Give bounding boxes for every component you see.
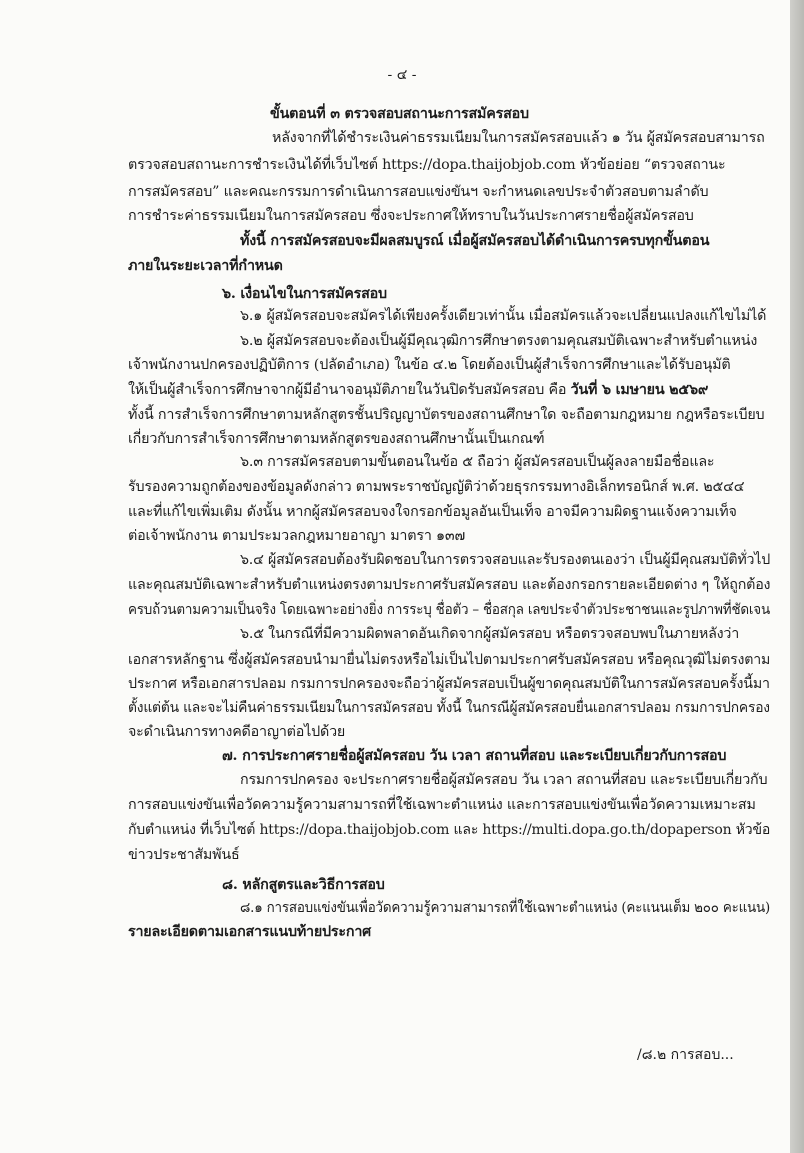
step3-paragraph-line: ตรวจสอบสถานะการชำระเงินได้ที่เว็บไซต์ https://dopa.thaijobjob.com หัวข้อย่อย “ตรวจสถานะ (128, 157, 726, 173)
step3-note-line: ภายในระยะเวลาที่กำหนด (128, 258, 283, 274)
step3-heading: ขั้นตอนที่ ๓ ตรวจสอบสถานะการสมัครสอบ (270, 106, 529, 122)
step3-paragraph-line: หลังจากที่ได้ชำระเงินค่าธรรมเนียมในการสมัครสอบแล้ว ๑ วัน ผู้สมัครสอบสามารถ (272, 130, 765, 146)
section7-line: กรมการปกครอง จะประกาศรายชื่อผู้สมัครสอบ วัน เวลา สถานที่สอบ และระเบียบเกี่ยวกับ (240, 772, 768, 788)
step3-paragraph-line: การสมัครสอบ” และคณะกรรมการดำเนินการสอบแข่งขันฯ จะกำหนดเลขประจำตัวสอบตามลำดับ (128, 184, 709, 200)
section7-heading: ๗. การประกาศรายชื่อผู้สมัครสอบ วัน เวลา สถานที่สอบ และระเบียบเกี่ยวกับการสอบ (222, 748, 727, 764)
step3-paragraph-line: การชำระค่าธรรมเนียมในการสมัครสอบ ซึ่งจะประกาศให้ทราบในวันประกาศรายชื่อผู้สมัครสอบ (128, 208, 694, 224)
section6-item2-line (128, 380, 708, 400)
section6-item5-line: ตั้งแต่ต้น และจะไม่คืนค่าธรรมเนียมในการสมัครสอบ ทั้งนี้ ในกรณีผู้สมัครสอบยื่นเอกสารปลอม กรมการปกครอง (128, 700, 770, 716)
section6-item4-line: ๖.๔ ผู้สมัครสอบต้องรับผิดชอบในการตรวจสอบและรับรองตนเองว่า เป็นผู้มีคุณสมบัติทั่วไป (240, 552, 771, 568)
section6-item2-text: ให้เป็นผู้สำเร็จการศึกษาจากผู้มีอำนาจอนุมัติภายในวันปิดรับสมัครสอบ คือ (128, 382, 567, 398)
section6-heading: ๖. เงื่อนไขในการสมัครสอบ (222, 286, 387, 302)
section6-item5-line: ประกาศ หรือเอกสารปลอม กรมการปกครองจะถือว่าผู้สมัครสอบเป็นผู้ขาดคุณสมบัติในการสมัครสอบครั้งนี้มา (128, 676, 770, 692)
section8-item1-line: ๘.๑ การสอบแข่งขันเพื่อวัดความรู้ความสามารถที่ใช้เฉพาะตำแหน่ง (คะแนนเต็ม ๒๐๐ คะแนน) (240, 900, 771, 916)
section6-item3-line: และที่แก้ไขเพิ่มเติม ดังนั้น หากผู้สมัครสอบจงใจกรอกข้อมูลอันเป็นเท็จ อาจมีความผิดฐานแจ้งความเท็จ (128, 504, 737, 520)
section6-item5-line: เอกสารหลักฐาน ซึ่งผู้สมัครสอบนำมายื่นไม่ตรงหรือไม่เป็นไปตามประกาศรับสมัครสอบ หรือคุณวุฒิไม่ตรงตาม (128, 652, 771, 668)
continuation-footer: /๘.๒ การสอบ... (637, 1047, 734, 1063)
section7-line: การสอบแข่งขันเพื่อวัดความรู้ความสามารถที่ใช้เฉพาะตำแหน่ง และการสอบแข่งขันเพื่อวัดความเหมาะสม (128, 797, 756, 813)
section6-item5-line: จะดำเนินการทางคดีอาญาต่อไปด้วย (128, 724, 346, 740)
section6-item4-line: ครบถ้วนตามความเป็นจริง โดยเฉพาะอย่างยิ่ง การระบุ ชื่อตัว – ชื่อสกุล เลขประจำตัวประชาชนและรูปภาพที่ชัดเจน (128, 602, 770, 618)
section6-item2-line: เจ้าพนักงานปกครองปฏิบัติการ (ปลัดอำเภอ) ในข้อ ๔.๒ โดยต้องเป็นผู้สำเร็จการศึกษาและได้รับอนุมัติ (128, 357, 731, 373)
section7-line: กับตำแหน่ง ที่เว็บไซต์ https://dopa.thaijobjob.com และ https://multi.dopa.go.th/dopaperson หัวข้อ (128, 822, 771, 838)
section6-item2-line: ๖.๒ ผู้สมัครสอบจะต้องเป็นผู้มีคุณวุฒิการศึกษาตรงตามคุณสมบัติเฉพาะสำหรับตำแหน่ง (240, 333, 758, 349)
section6-item5-line: ๖.๕ ในกรณีที่มีความผิดพลาดอันเกิดจากผู้สมัครสอบ หรือตรวจสอบพบในภายหลังว่า (240, 626, 740, 642)
page-edge-shadow (790, 0, 804, 1153)
step3-note-line: ทั้งนี้ การสมัครสอบจะมีผลสมบูรณ์ เมื่อผู้สมัครสอบได้ดำเนินการครบทุกขั้นตอน (240, 233, 710, 249)
section6-item3-line: ๖.๓ การสมัครสอบตามขั้นตอนในข้อ ๕ ถือว่า ผู้สมัครสอบเป็นผู้ลงลายมือชื่อและ (240, 454, 715, 470)
section6-item3-line: รับรองความถูกต้องของข้อมูลดังกล่าว ตามพระราชบัญญัติว่าด้วยธุรกรรมทางอิเล็กทรอนิกส์ พ.ศ. ๒๕๔๔ (128, 479, 745, 495)
section6-item4-line: และคุณสมบัติเฉพาะสำหรับตำแหน่งตรงตามประกาศรับสมัครสอบ และต้องกรอกรายละเอียดต่าง ๆ ให้ถูกต้อง (128, 577, 771, 593)
closing-date: วันที่ ๖ เมษายน ๒๕๖๙ (570, 382, 709, 398)
section8-heading: ๘. หลักสูตรและวิธีการสอบ (222, 877, 385, 893)
section6-item1-line: ๖.๑ ผู้สมัครสอบจะสมัครได้เพียงครั้งเดียวเท่านั้น เมื่อสมัครแล้วจะเปลี่ยนแปลงแก้ไขไม่ได้ (240, 308, 767, 324)
section6-item3-line: ต่อเจ้าพนักงาน ตามประมวลกฎหมายอาญา มาตรา ๑๓๗ (128, 528, 465, 544)
section6-item2-line: เกี่ยวกับการสำเร็จการศึกษาตามหลักสูตรของสถานศึกษานั้นเป็นเกณฑ์ (128, 431, 545, 447)
section6-item2-line: ทั้งนี้ การสำเร็จการศึกษาตามหลักสูตรชั้นปริญญาบัตรของสถานศึกษาใด จะถือตามกฎหมาย กฎหรือระเบียบ (128, 407, 765, 423)
section7-line: ข่าวประชาสัมพันธ์ (128, 847, 240, 863)
page-number: - ๔ - (387, 67, 417, 83)
section8-item1-detail: รายละเอียดตามเอกสารแนบท้ายประกาศ (128, 924, 372, 940)
